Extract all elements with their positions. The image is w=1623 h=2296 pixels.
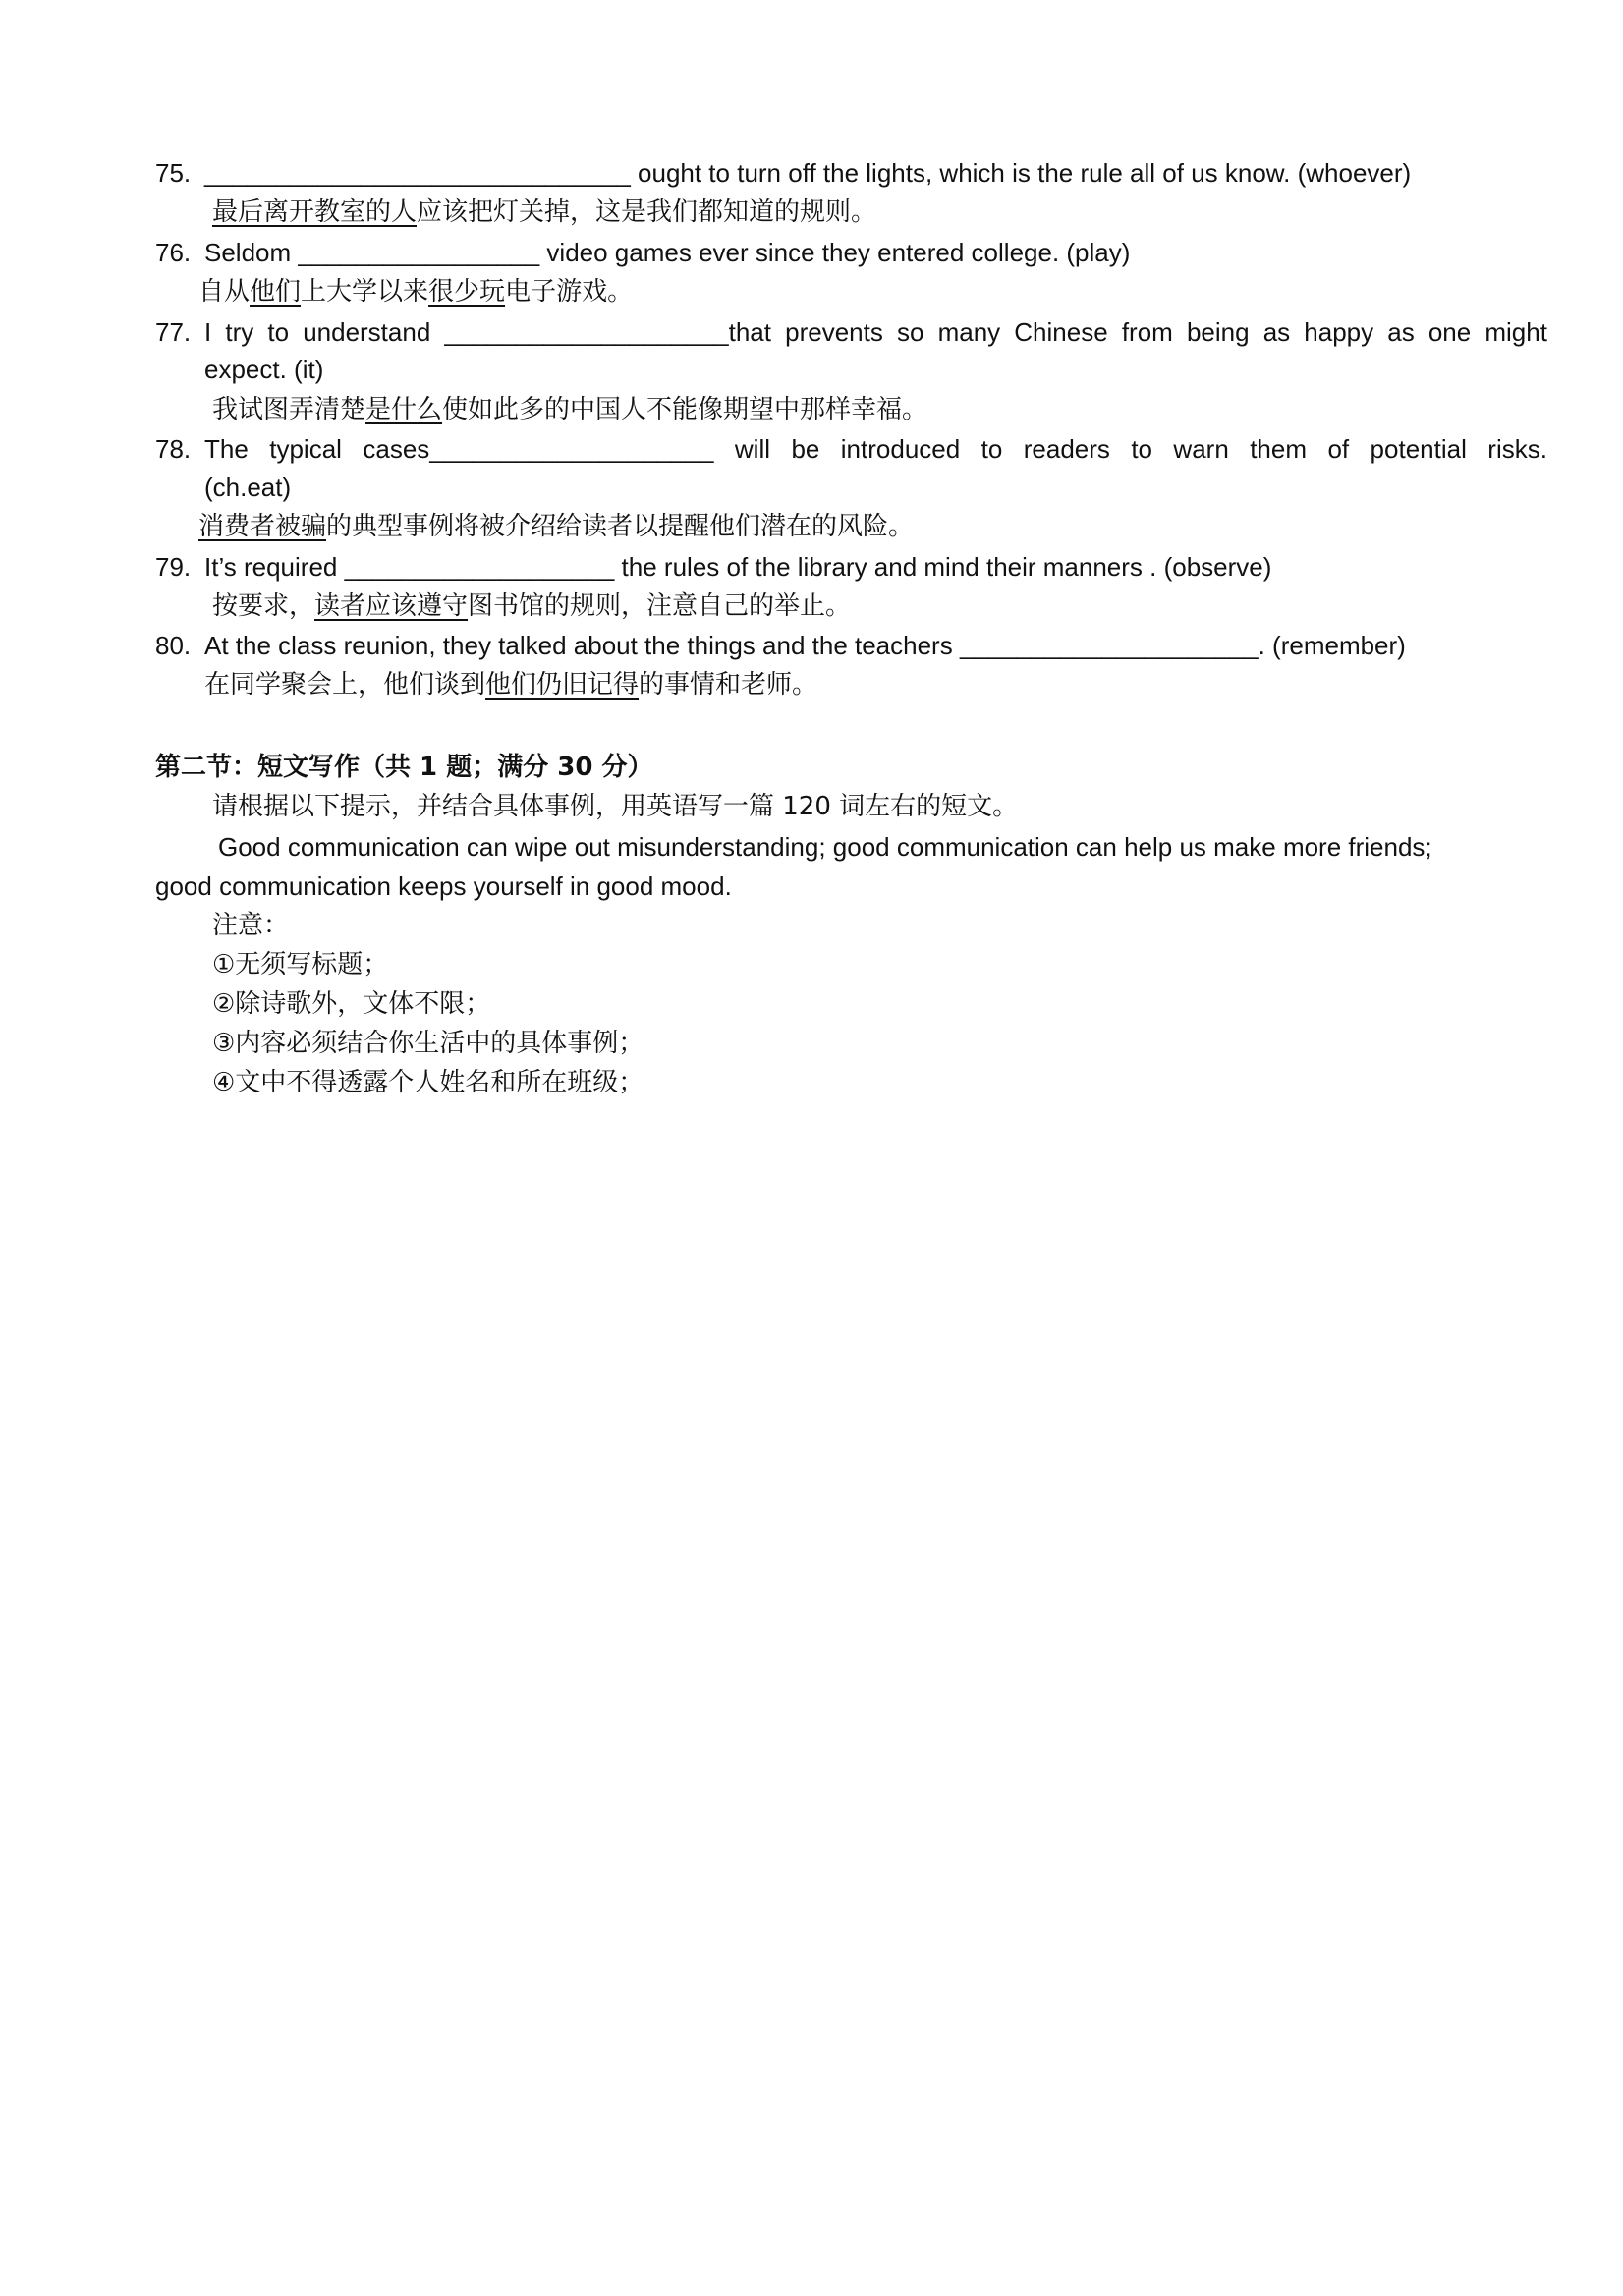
note-item-1: ①无须写标题； xyxy=(212,950,389,980)
question-text: The typical cases____________________ will be introduced to readers to warn them of potential risks. xyxy=(204,434,1547,464)
translation-text: 按要求， xyxy=(212,591,315,621)
writing-prompt-line-1: Good communication can wipe out misunderstanding; good communication can help us make more friends; xyxy=(218,832,1432,862)
question-number: 77. xyxy=(155,317,192,347)
translation-text: 使如此多的中国人不能像期望中那样幸福。 xyxy=(442,395,928,424)
translation-text: 电子游戏。 xyxy=(505,277,634,307)
translation-text: 应该把灯关掉，这是我们都知道的规则。 xyxy=(417,197,877,227)
question-78-translation xyxy=(198,508,914,545)
notes-label: 注意： xyxy=(212,911,290,940)
question-76 xyxy=(155,234,1130,271)
question-number: 78. xyxy=(155,434,192,464)
translation-text: 图书馆的规则，注意自己的举止。 xyxy=(468,591,852,621)
question-80-translation xyxy=(204,666,817,703)
question-number: 76. xyxy=(155,238,192,267)
section-instruction: 请根据以下提示，并结合具体事例，用英语写一篇 120 词左右的短文。 xyxy=(212,792,1019,821)
question-75-translation xyxy=(212,194,876,231)
note-item-4: ④文中不得透露个人姓名和所在班级； xyxy=(212,1068,644,1097)
question-79-translation xyxy=(212,588,851,625)
question-text: Seldom _________________ video games ever since they entered college. (play) xyxy=(204,238,1131,267)
translation-underlined: 他们 xyxy=(250,277,302,307)
question-number: 79. xyxy=(155,552,192,582)
question-76-translation xyxy=(198,273,633,310)
question-number: 80. xyxy=(155,631,192,660)
translation-underlined: 是什么 xyxy=(365,395,443,424)
translation-text: 我试图弄清楚 xyxy=(212,395,366,424)
translation-text: 在同学聚会上，他们谈到 xyxy=(204,670,486,700)
translation-text: 上大学以来 xyxy=(301,277,429,307)
question-text: I try to understand ____________________that prevents so many Chinese from being as happy as one might xyxy=(204,317,1547,347)
question-75 xyxy=(155,154,1411,192)
note-item-2: ②除诗歌外，文体不限； xyxy=(212,989,491,1019)
translation-underlined: 最后离开教室的人 xyxy=(212,197,418,227)
question-text: ______________________________ ought to turn off the lights, which is the rule all of us know. (whoever) xyxy=(204,158,1412,188)
question-number: 75. xyxy=(155,158,192,188)
question-80 xyxy=(155,627,1406,664)
question-text: At the class reunion, they talked about the things and the teachers _____________________. (remember) xyxy=(204,631,1406,660)
translation-text: 的事情和老师。 xyxy=(639,670,818,700)
question-text: It’s required ___________________ the rules of the library and mind their manners . (observe) xyxy=(204,552,1272,582)
question-78-continuation: (ch.eat) xyxy=(204,473,292,502)
translation-underlined: 很少玩 xyxy=(428,277,506,307)
translation-underlined: 他们仍旧记得 xyxy=(485,670,640,700)
question-79 xyxy=(155,548,1271,586)
translation-underlined: 读者应该遵守 xyxy=(314,591,469,621)
translation-text: 的典型事例将被介绍给读者以提醒他们潜在的风险。 xyxy=(326,512,915,541)
translation-underlined: 消费者被骗 xyxy=(198,512,327,541)
question-77-translation xyxy=(212,391,927,428)
translation-text: 自从 xyxy=(198,277,251,307)
question-77 xyxy=(155,313,1547,351)
section-heading: 第二节：短文写作（共 1 题；满分 30 分） xyxy=(155,753,653,782)
writing-prompt-line-2: good communication keeps yourself in good mood. xyxy=(155,871,732,901)
note-item-3: ③内容必须结合你生活中的具体事例； xyxy=(212,1029,644,1058)
question-78 xyxy=(155,430,1547,468)
question-77-continuation: expect. (it) xyxy=(204,355,324,384)
